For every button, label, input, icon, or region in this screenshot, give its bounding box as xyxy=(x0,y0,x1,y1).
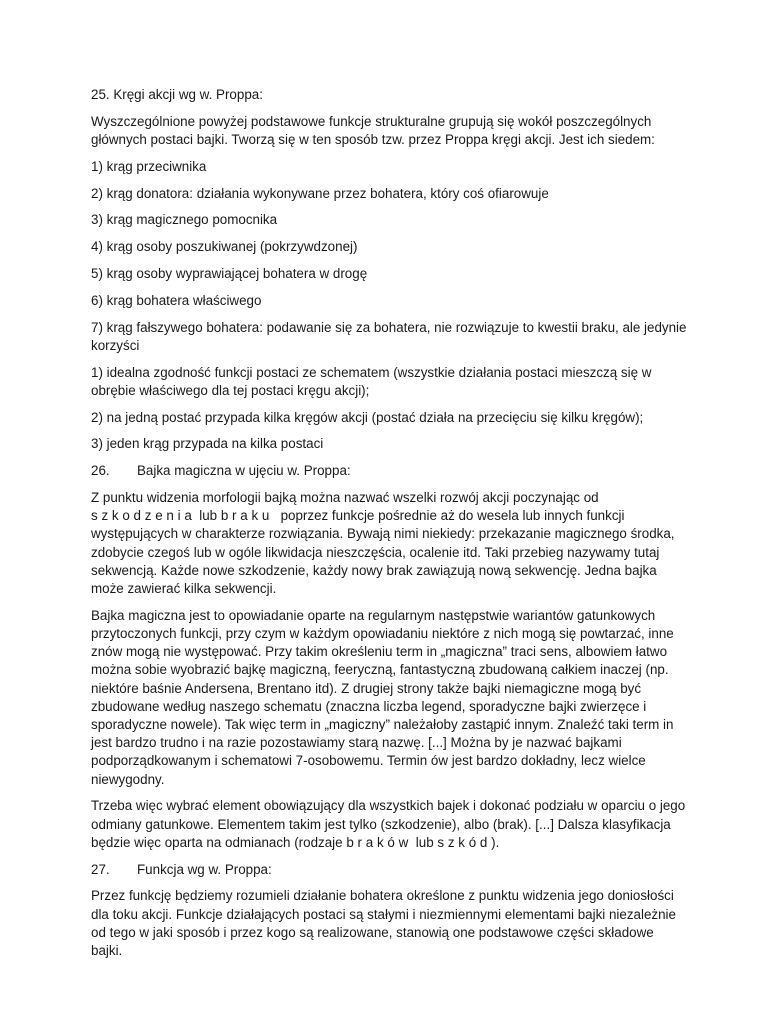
action-circle-item: 5) krąg osoby wyprawiającej bohatera w drogę xyxy=(91,265,368,281)
paragraph-text: ). xyxy=(491,834,500,850)
spaced-term: szkodzenia xyxy=(91,508,196,524)
relation-item: 2) na jedną postać przypada kilka kręgów akcji (postać działa na przecięciu się kilku kręgów); xyxy=(91,409,644,425)
section-27-paragraph-1: Przez funkcję będziemy rozumieli działanie bohatera określone z punktu widzenia jego doniosłości dla toku akcji. Funkcje działających postaci są stałymi i niezmiennymi elementami bajki niezależnie od tego w jaki sposób i przez kogo są realizowane, stanowią one podstawowe części składowe bajki. xyxy=(91,888,676,959)
section-26-paragraph-2: Bajka magiczna jest to opowiadanie oparte na regularnym następstwie wariantów gatunkowych przytoczonych funkcji, przy czym w każdym opowiadaniu niektóre z nich mogą się powtarzać, inne znów mogą nie występować. Przy takim określeniu term in „magiczna” traci sens, albowiem łatwo można sobie wyobrazić bajkę magiczną, feeryczną, fantastyczną zbudowaną całkiem inaczej (np. niektóre baśnie Andersena, Brentano itd). Z drugiej strony także bajki niemagiczne mogą być zbudowane według naszego schematu (znaczna liczba legend, sporadyczne bajki zwierzęce i sporadyczne nowele). Tak więc term in „magiczny” należałoby zastąpić innym. Znaleźć taki term in jest bardzo trudno i na razie pozostawiamy starą nazwę. [...] Można by je nazwać bajkami podporządkowanym i schematowi 7-osobowemu. Termin ów jest bardzo dokładny, lecz wielce niewygodny. xyxy=(91,607,674,787)
action-circle-item: 4) krąg osoby poszukiwanej (pokrzywdzonej) xyxy=(91,239,358,255)
action-circle-item: 3) krąg magicznego pomocnika xyxy=(91,212,278,228)
section-26-heading xyxy=(91,462,687,480)
section-26-paragraph-1 xyxy=(91,489,687,598)
paragraph-text: lub xyxy=(415,834,434,850)
relation-item: 1) idealna zgodność funkcji postaci ze schematem (wszystkie działania postaci mieszczą się w obrębie właściwego dla tej postaci kręgu akcji); xyxy=(91,364,652,398)
section-27-number: 27. xyxy=(91,861,110,877)
action-circle-item: 6) krąg bohatera właściwego xyxy=(91,292,262,308)
paragraph-text: Trzeba więc wybrać element obowiązujący dla wszystkich bajek i dokonać podziału w oparciu o jego odmiany gatunkowe. Elementem takim jest tylko (szkodzenie), albo (brak). [...] Dalsza klasyfikacja będzie więc oparta na odmianach (rodzaje xyxy=(91,798,686,850)
section-27-title: Funkcja wg w. Proppa: xyxy=(137,861,272,877)
section-25-intro: Wyszczególnione powyżej podstawowe funkcje strukturalne grupują się wokół poszczególnych głównych postaci bajki. Tworzą się w ten sposób tzw. przez Proppa kręgi akcji. Jest ich siedem: xyxy=(91,113,655,147)
spaced-term: braków xyxy=(346,834,413,850)
action-circle-item: 1) krąg przeciwnika xyxy=(91,158,207,174)
section-26-title: Bajka magiczna w ujęciu w. Proppa: xyxy=(137,463,351,479)
paragraph-text: lub xyxy=(199,508,218,524)
relation-item: 3) jeden krąg przypada na kilka postaci xyxy=(91,436,324,452)
section-25-title: 25. Kręgi akcji wg w. Proppa: xyxy=(91,87,263,102)
action-circle-item: 7) krąg fałszywego bohatera: podawanie się za bohatera, nie rozwiązuje to kwestii braku, ale jedynie korzyści xyxy=(91,319,687,353)
action-circle-item: 2) krąg donatora: działania wykonywane przez bohatera, który coś ofiarowuje xyxy=(91,185,549,201)
section-26-number: 26. xyxy=(91,463,110,479)
spaced-term: szkód xyxy=(437,834,492,850)
document-page xyxy=(91,86,687,969)
paragraph-text: poprzez funkcje pośrednie aż do wesela lub innych funkcji występujących w charakterze rozwiązania. Bywają nimi niekiedy: przekazanie magicznego środka, zdobycie czegoś lub w ogóle likwidacja nieszczęścia, ocalenie itd. Taki przebieg nazywamy tutaj sekwencją. Każde nowe szkodzenie, każdy nowy brak zawiązują nową sekwencję. Jedna bajka może zawierać kilka sekwencji. xyxy=(91,508,675,596)
paragraph-text: Z punktu widzenia morfologii bajką można nazwać wszelki rozwój akcji poczynając od xyxy=(91,489,599,505)
section-27-heading xyxy=(91,861,687,879)
section-26-paragraph-3 xyxy=(91,797,687,852)
spaced-term: braku xyxy=(220,508,274,524)
